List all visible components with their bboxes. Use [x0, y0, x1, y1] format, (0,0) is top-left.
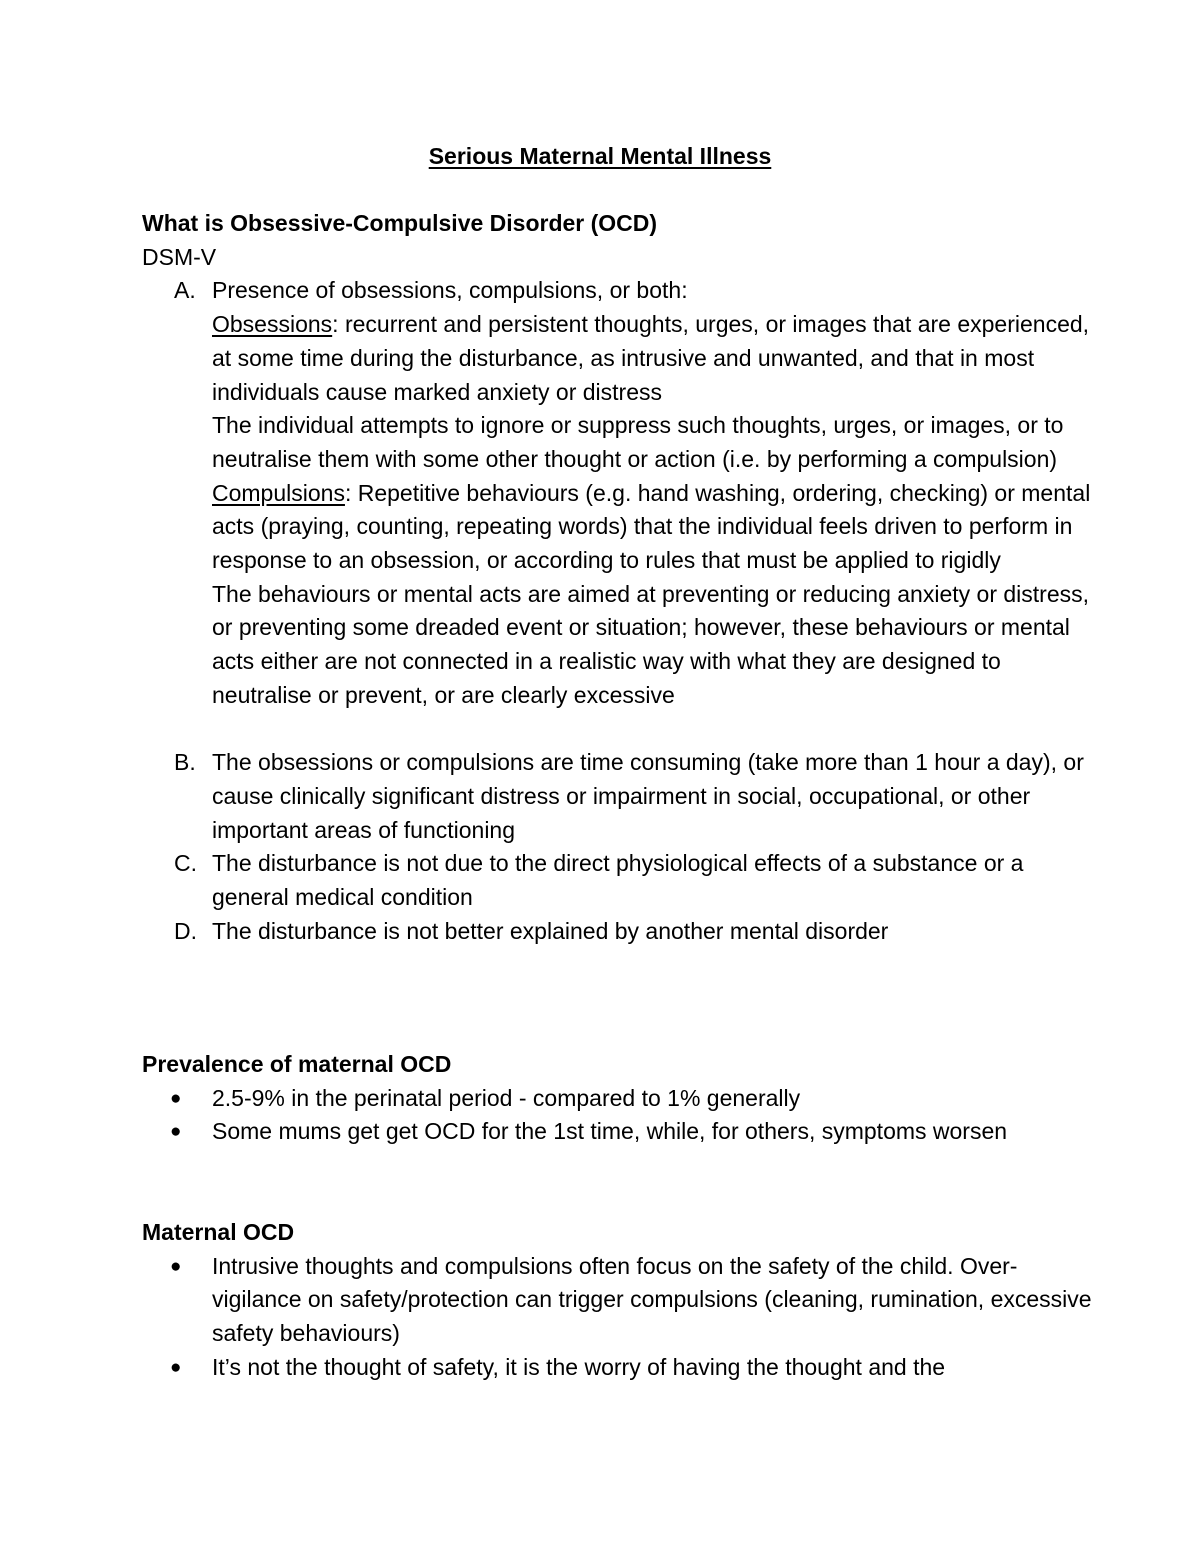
- obsessions-text-2: The individual attempts to ignore or suppress such thoughts, urges, or images, or to neutralise them with some other thought or action (i.e. by performing a compulsion): [212, 412, 1064, 472]
- criterion-text: The disturbance is not due to the direct physiological effects of a substance or a general medical condition: [212, 850, 1024, 911]
- criterion-d: [142, 915, 1102, 949]
- list-item-text: Some mums get get OCD for the 1st time, while, for others, symptoms worsen: [212, 1118, 1008, 1145]
- criterion-a: [142, 274, 1102, 746]
- bullet-icon: ●: [170, 1255, 182, 1277]
- list-item: [142, 1250, 1102, 1351]
- section-heading: Maternal OCD: [142, 1219, 295, 1245]
- section-heading: What is Obsessive-Compulsive Disorder (OCD): [142, 210, 658, 236]
- bullet-icon: ●: [170, 1087, 182, 1109]
- list-item-text: Intrusive thoughts and compulsions often focus on the safety of the child. Over-vigilance on safety/protection can trigger compulsions (cleaning, rumination, excessive safety behaviours): [212, 1252, 1092, 1347]
- page-title: Serious Maternal Mental Illness: [428, 143, 772, 169]
- compulsions-term: Compulsions: [212, 479, 345, 506]
- compulsions-text-2: The behaviours or mental acts are aimed at preventing or reducing anxiety or distress, or preventing some dreaded event or situation; however, these behaviours or mental acts either are not connected in a realistic way with what they are designed to neutralise or prevent, or are clearly excessive: [212, 580, 1089, 708]
- section-maternal-ocd: [142, 1216, 1102, 1385]
- criterion-b: [142, 746, 1102, 847]
- criterion-c: [142, 847, 1102, 914]
- criteria-list: [142, 274, 1102, 948]
- section-heading: Prevalence of maternal OCD: [142, 1051, 452, 1077]
- bullet-icon: ●: [170, 1356, 182, 1378]
- list-item: [142, 1115, 1102, 1149]
- bullet-list: [142, 1250, 1102, 1385]
- list-item-text: It’s not the thought of safety, it is the worry of having the thought and the: [212, 1353, 946, 1380]
- section-prevalence: [142, 1048, 1102, 1149]
- obsessions-term: Obsessions: [212, 311, 333, 338]
- list-marker: B.: [174, 749, 196, 776]
- criterion-text: The obsessions or compulsions are time consuming (take more than 1 hour a day), or cause clinically significant distress or impairment in social, occupational, or other important areas of functioning: [212, 749, 1084, 843]
- obsessions-text: : recurrent and persistent thoughts, urges, or images that are experienced, at some time during the disturbance, as intrusive and unwanted, and that in most individuals cause marked anxiety or distress: [212, 311, 1090, 405]
- criterion-text: Presence of obsessions, compulsions, or both:: [212, 277, 688, 304]
- list-item: [142, 1082, 1102, 1116]
- obsessions-definition: [212, 308, 1102, 409]
- bullet-list: [142, 1082, 1102, 1149]
- list-marker: A.: [174, 277, 196, 304]
- section-subheading: DSM-V: [142, 243, 217, 270]
- compulsions-definition: [212, 477, 1102, 578]
- section-ocd-definition: [142, 207, 1102, 948]
- list-marker: D.: [174, 917, 197, 944]
- bullet-icon: ●: [170, 1121, 182, 1143]
- criterion-text: The disturbance is not better explained by another mental disorder: [212, 917, 889, 944]
- list-item: [142, 1351, 1102, 1385]
- list-marker: C.: [174, 850, 197, 877]
- list-item-text: 2.5-9% in the perinatal period - compared to 1% generally: [212, 1084, 801, 1111]
- compulsions-text: : Repetitive behaviours (e.g. hand washing, ordering, checking) or mental acts (praying, counting, repeating words) that the individual feels driven to perform in response to an obsession, or according to rules that must be applied to rigidly: [212, 479, 1091, 574]
